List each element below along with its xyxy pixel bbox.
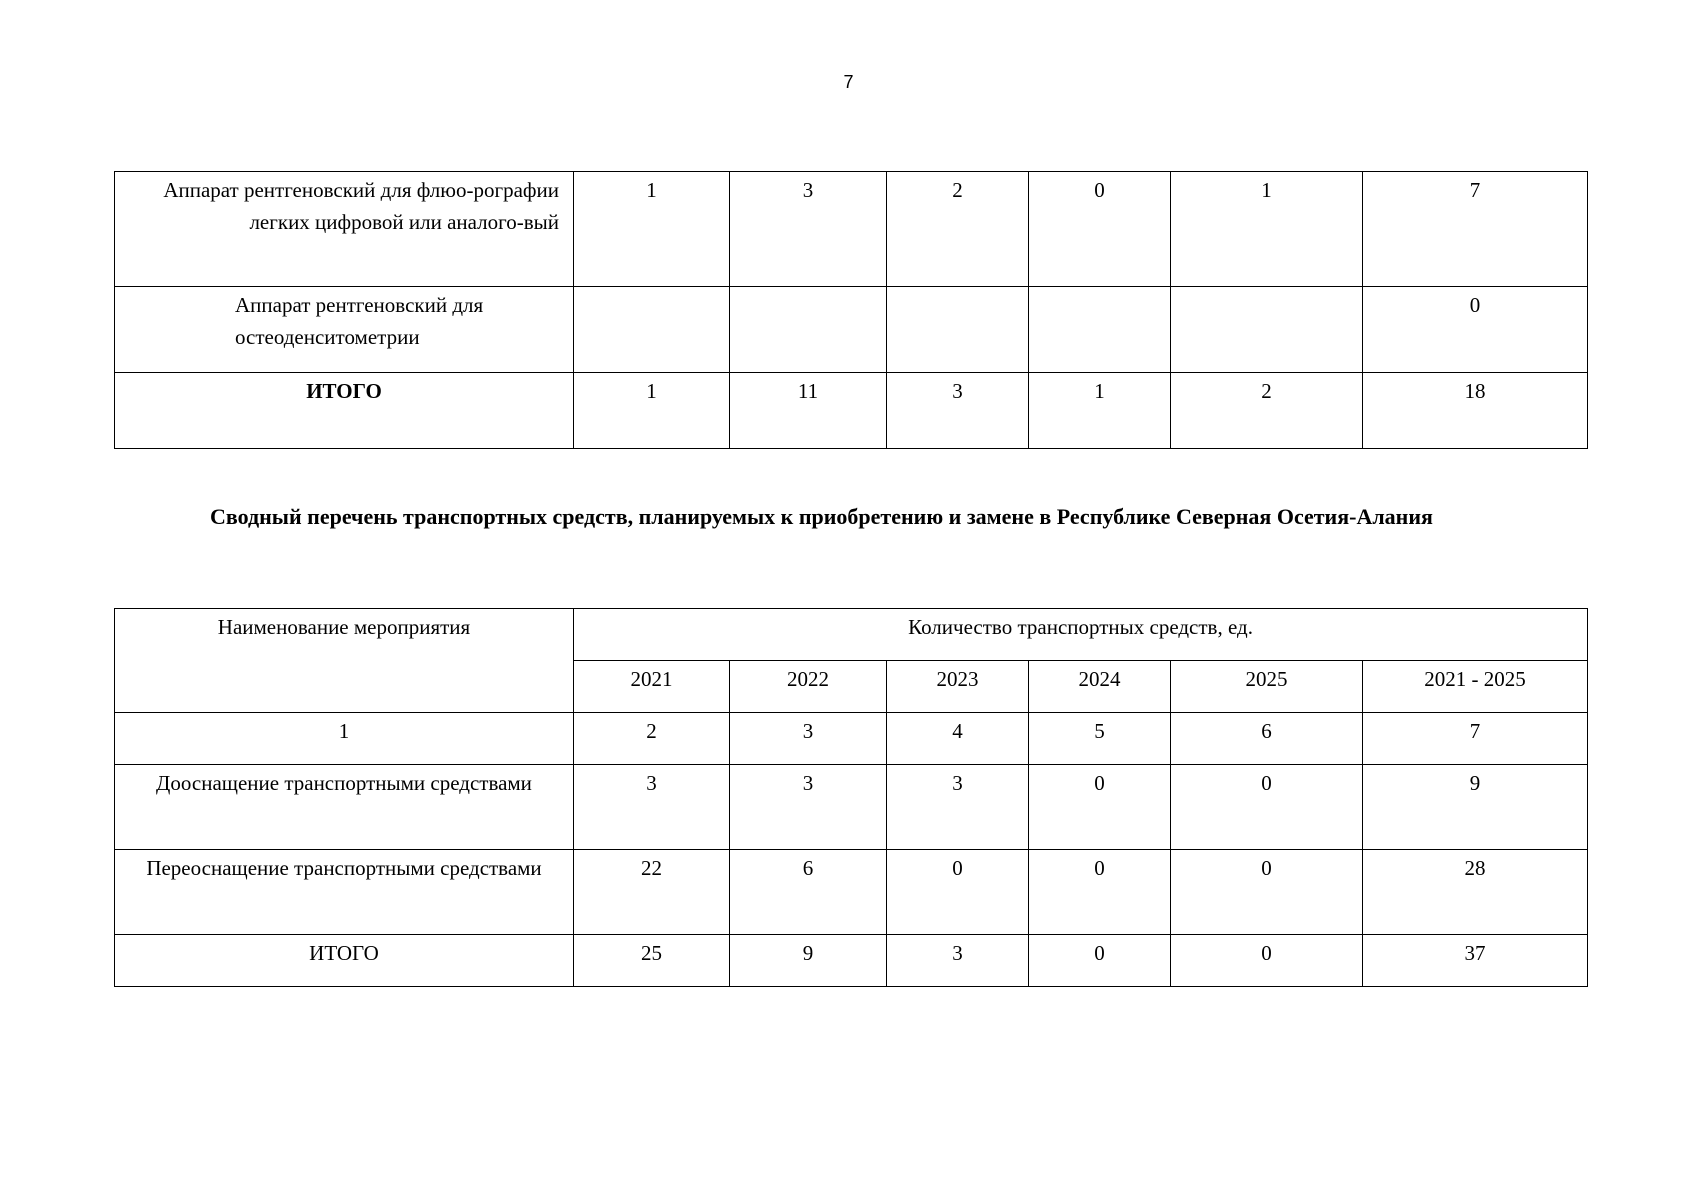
row-name: Переоснащение транспортными средствами (115, 850, 574, 935)
equipment-table (114, 171, 1588, 449)
cell-2025: 1 (1171, 172, 1363, 287)
column-number: 3 (730, 713, 887, 765)
cell-2021: 1 (574, 373, 730, 449)
cell-2021: 25 (574, 935, 730, 987)
cell-2025 (1171, 287, 1363, 373)
cell-2024: 0 (1029, 765, 1171, 850)
page-number: 7 (843, 72, 854, 92)
cell-2024: 0 (1029, 172, 1171, 287)
table-row (115, 850, 1588, 935)
header-year: 2022 (730, 661, 887, 713)
column-number: 5 (1029, 713, 1171, 765)
header-year: 2024 (1029, 661, 1171, 713)
column-number: 7 (1363, 713, 1588, 765)
cell-total: 7 (1363, 172, 1588, 287)
cell-2022: 3 (730, 765, 887, 850)
table-row (115, 765, 1588, 850)
cell-2023: 3 (887, 935, 1029, 987)
cell-2021: 22 (574, 850, 730, 935)
cell-2023: 2 (887, 172, 1029, 287)
cell-2025: 0 (1171, 765, 1363, 850)
cell-2022 (730, 287, 887, 373)
numbering-row (115, 713, 1588, 765)
cell-2021: 3 (574, 765, 730, 850)
section-title: Сводный перечень транспортных средств, планируемых к приобретению и замене в Республике Северная Осетия-Алания (210, 504, 1433, 529)
cell-2024 (1029, 287, 1171, 373)
cell-2022: 9 (730, 935, 887, 987)
table-row-total (115, 935, 1588, 987)
cell-2022: 11 (730, 373, 887, 449)
header-name: Наименование мероприятия (115, 609, 574, 713)
cell-2023: 0 (887, 850, 1029, 935)
header-row (115, 609, 1588, 661)
row-name: ИТОГО (115, 935, 574, 987)
column-number: 2 (574, 713, 730, 765)
cell-2024: 0 (1029, 935, 1171, 987)
header-year: 2025 (1171, 661, 1363, 713)
table-row (115, 287, 1588, 373)
cell-total: 9 (1363, 765, 1588, 850)
cell-2023: 3 (887, 765, 1029, 850)
cell-2022: 6 (730, 850, 887, 935)
cell-2025: 0 (1171, 850, 1363, 935)
cell-2024: 0 (1029, 850, 1171, 935)
header-year: 2021 (574, 661, 730, 713)
header-year: 2021 - 2025 (1363, 661, 1588, 713)
table-row-total (115, 373, 1588, 449)
cell-total: 0 (1363, 287, 1588, 373)
header-group: Количество транспортных средств, ед. (574, 609, 1588, 661)
cell-total: 28 (1363, 850, 1588, 935)
row-name: Дооснащение транспортными средствами (115, 765, 574, 850)
cell-total: 18 (1363, 373, 1588, 449)
cell-2024: 1 (1029, 373, 1171, 449)
row-name: ИТОГО (115, 373, 574, 449)
cell-2025: 0 (1171, 935, 1363, 987)
row-name: Аппарат рентгеновский для остеоденситометрии (115, 287, 574, 373)
column-number: 1 (115, 713, 574, 765)
cell-2021: 1 (574, 172, 730, 287)
cell-2023: 3 (887, 373, 1029, 449)
cell-2022: 3 (730, 172, 887, 287)
vehicles-table (114, 608, 1588, 987)
column-number: 6 (1171, 713, 1363, 765)
cell-total: 37 (1363, 935, 1588, 987)
header-year: 2023 (887, 661, 1029, 713)
row-name: Аппарат рентгеновский для флюо-рографии легких цифровой или аналого-вый (115, 172, 574, 287)
cell-2021 (574, 287, 730, 373)
column-number: 4 (887, 713, 1029, 765)
cell-2025: 2 (1171, 373, 1363, 449)
cell-2023 (887, 287, 1029, 373)
table-row (115, 172, 1588, 287)
